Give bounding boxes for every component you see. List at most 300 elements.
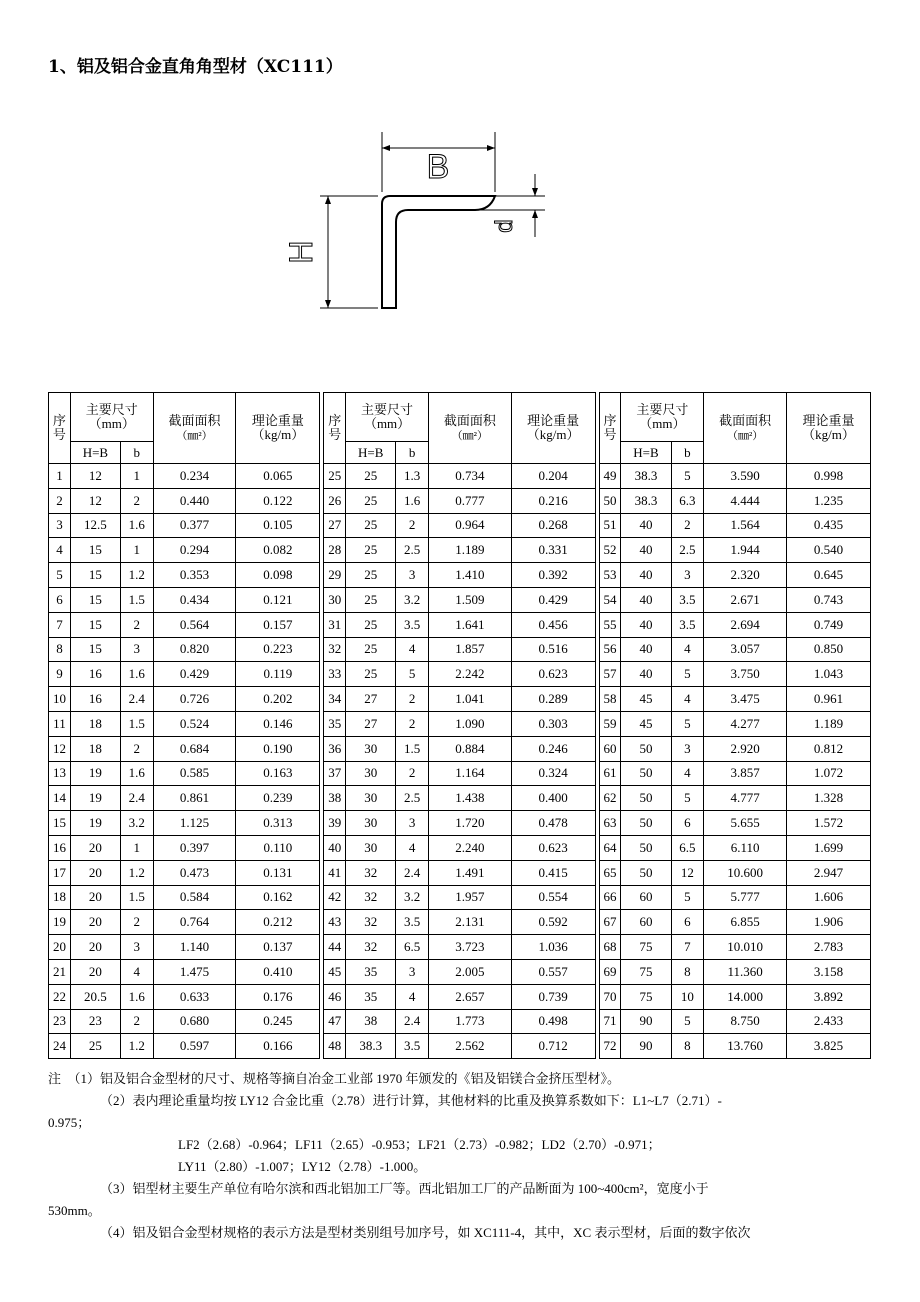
table-cell: 4.277 (704, 711, 787, 736)
table-cell: 0.850 (787, 637, 871, 662)
table-cell: 60 (621, 910, 671, 935)
table-cell: 57 (599, 662, 621, 687)
table-row (49, 935, 871, 960)
table-cell: 30 (346, 786, 396, 811)
table-cell: 50 (621, 736, 671, 761)
table-cell: 0.498 (511, 1009, 595, 1034)
table-cell: 1.043 (787, 662, 871, 687)
table-cell: 40 (621, 637, 671, 662)
table-cell: 1 (120, 464, 153, 489)
table-cell: 2.4 (120, 687, 153, 712)
table-cell: 3 (120, 935, 153, 960)
table-cell: 0.961 (787, 687, 871, 712)
table-cell: 3 (396, 563, 429, 588)
table-cell: 3.857 (704, 761, 787, 786)
table-cell: 5 (671, 786, 704, 811)
table-cell: 25 (346, 563, 396, 588)
table-cell: 2.4 (396, 1009, 429, 1034)
table-cell: 2 (396, 711, 429, 736)
table-cell: 11.360 (704, 959, 787, 984)
table-cell: 65 (599, 860, 621, 885)
table-cell: 23 (49, 1009, 71, 1034)
table-cell: 8 (671, 959, 704, 984)
table-cell: 1.235 (787, 488, 871, 513)
table-cell: 25 (346, 637, 396, 662)
table-cell: 68 (599, 935, 621, 960)
table-cell: 3.5 (671, 587, 704, 612)
table-cell: 1.606 (787, 885, 871, 910)
table-cell: 71 (599, 1009, 621, 1034)
table-cell: 6.5 (396, 935, 429, 960)
table-cell: 32 (346, 885, 396, 910)
table-row (49, 612, 871, 637)
angle-spec-table (48, 392, 871, 1059)
table-cell: 1 (120, 538, 153, 563)
table-cell: 0.216 (511, 488, 595, 513)
table-cell: 2 (49, 488, 71, 513)
table-cell: 0.410 (236, 959, 320, 984)
table-cell: 0.516 (511, 637, 595, 662)
table-cell: 3.057 (704, 637, 787, 662)
table-cell: 3.5 (396, 1034, 429, 1059)
table-cell: 13 (49, 761, 71, 786)
table-cell: 15 (49, 811, 71, 836)
table-cell: 0.623 (511, 835, 595, 860)
table-cell: 29 (324, 563, 346, 588)
table-cell: 12 (70, 488, 120, 513)
table-row (49, 464, 871, 489)
table-cell: 0.554 (511, 885, 595, 910)
header-seq: 序 号 (324, 393, 346, 464)
table-cell: 0.121 (236, 587, 320, 612)
table-cell: 0.680 (153, 1009, 236, 1034)
table-cell: 0.212 (236, 910, 320, 935)
note-3: （3）铝型材主要生产单位有哈尔滨和西北铝加工厂等。西北铝加工厂的产品断面为 100~400cm²，宽度小于 (100, 1181, 709, 1196)
table-cell: 12 (70, 464, 120, 489)
table-cell: 25 (346, 513, 396, 538)
subheader-b: b (671, 442, 704, 464)
table-cell: 32 (346, 860, 396, 885)
table-cell: 40 (621, 513, 671, 538)
table-cell: 2.240 (428, 835, 511, 860)
table-cell: 30 (346, 736, 396, 761)
table-cell: 3.825 (787, 1034, 871, 1059)
subheader-hb: H=B (346, 442, 396, 464)
table-cell: 25 (346, 464, 396, 489)
table-cell: 50 (621, 860, 671, 885)
table-row (49, 563, 871, 588)
table-cell: 0.861 (153, 786, 236, 811)
table-cell: 42 (324, 885, 346, 910)
table-cell: 2.4 (120, 786, 153, 811)
table-cell: 12 (49, 736, 71, 761)
table-cell: 9 (49, 662, 71, 687)
table-cell: 2 (120, 910, 153, 935)
table-cell: 4 (49, 538, 71, 563)
table-cell: 53 (599, 563, 621, 588)
table-cell: 2.5 (396, 786, 429, 811)
note-2-cont: LY11（2.80）-1.007；LY12（2.78）-1.000。 (178, 1159, 427, 1174)
table-cell: 32 (346, 910, 396, 935)
table-cell: 38.3 (621, 488, 671, 513)
table-cell: 1.5 (120, 587, 153, 612)
table-cell: 7 (671, 935, 704, 960)
table-cell: 1.491 (428, 860, 511, 885)
table-cell: 1.438 (428, 786, 511, 811)
table-cell: 2 (671, 513, 704, 538)
table-cell: 0.998 (787, 464, 871, 489)
table-cell: 40 (621, 662, 671, 687)
table-cell: 0.585 (153, 761, 236, 786)
table-cell: 1 (120, 835, 153, 860)
table-cell: 1.641 (428, 612, 511, 637)
table-cell: 3.892 (787, 984, 871, 1009)
table-cell: 4 (396, 835, 429, 860)
table-cell: 0.400 (511, 786, 595, 811)
table-cell: 1.944 (704, 538, 787, 563)
note-4: （4）铝及铝合金型材规格的表示方法是型材类别组号加序号，如 XC111-4，其中，XC 表示型材，后面的数字依次 (100, 1225, 751, 1240)
table-cell: 0.557 (511, 959, 595, 984)
table-cell: 0.429 (153, 662, 236, 687)
table-cell: 1.957 (428, 885, 511, 910)
table-cell: 54 (599, 587, 621, 612)
subheader-hb: H=B (621, 442, 671, 464)
table-cell: 0.435 (787, 513, 871, 538)
table-cell: 0.820 (153, 637, 236, 662)
table-cell: 0.331 (511, 538, 595, 563)
table-row (49, 513, 871, 538)
table-row (49, 1034, 871, 1059)
table-cell: 0.712 (511, 1034, 595, 1059)
table-cell: 0.597 (153, 1034, 236, 1059)
note-2-cont: LF2（2.68）-0.964；LF11（2.65）-0.953；LF21（2.73）-0.982；LD2（2.70）-0.971； (178, 1137, 661, 1152)
table-cell: 55 (599, 612, 621, 637)
table-cell: 30 (346, 811, 396, 836)
table-cell: 1.509 (428, 587, 511, 612)
table-cell: 0.964 (428, 513, 511, 538)
table-cell: 6.3 (671, 488, 704, 513)
table-cell: 2.783 (787, 935, 871, 960)
table-cell: 16 (49, 835, 71, 860)
table-cell: 59 (599, 711, 621, 736)
table-cell: 0.456 (511, 612, 595, 637)
table-cell: 3 (396, 811, 429, 836)
table-row (49, 587, 871, 612)
table-cell: 1.2 (120, 860, 153, 885)
table-cell: 2.562 (428, 1034, 511, 1059)
table-cell: 20.5 (70, 984, 120, 1009)
table-cell: 38 (324, 786, 346, 811)
table-cell: 34 (324, 687, 346, 712)
table-cell: 25 (70, 1034, 120, 1059)
table-cell: 40 (621, 587, 671, 612)
dimension-b-label: B (426, 148, 450, 186)
table-cell: 0.176 (236, 984, 320, 1009)
table-cell: 16 (70, 662, 120, 687)
table-cell: 3.2 (120, 811, 153, 836)
table-cell: 4 (120, 959, 153, 984)
table-cell: 8 (49, 637, 71, 662)
table-cell: 0.478 (511, 811, 595, 836)
table-cell: 31 (324, 612, 346, 637)
header-seq: 序 号 (599, 393, 621, 464)
table-row (49, 637, 871, 662)
table-cell: 35 (324, 711, 346, 736)
table-cell: 30 (324, 587, 346, 612)
table-cell: 63 (599, 811, 621, 836)
table-cell: 28 (324, 538, 346, 563)
table-row (49, 835, 871, 860)
header-seq: 序 号 (49, 393, 71, 464)
table-cell: 7 (49, 612, 71, 637)
table-cell: 75 (621, 959, 671, 984)
table-cell: 5 (671, 885, 704, 910)
table-row (49, 984, 871, 1009)
table-row (49, 860, 871, 885)
table-cell: 1.906 (787, 910, 871, 935)
table-cell: 45 (324, 959, 346, 984)
table-row (49, 488, 871, 513)
table-cell: 0.131 (236, 860, 320, 885)
table-cell: 60 (599, 736, 621, 761)
table-cell: 0.245 (236, 1009, 320, 1034)
table-cell: 18 (70, 736, 120, 761)
table-cell: 19 (70, 811, 120, 836)
table-cell: 20 (70, 860, 120, 885)
table-cell: 19 (70, 761, 120, 786)
table-cell: 40 (621, 538, 671, 563)
table-cell: 1.857 (428, 637, 511, 662)
table-cell: 25 (346, 538, 396, 563)
table-cell: 26 (324, 488, 346, 513)
table-cell: 1.6 (120, 513, 153, 538)
table-cell: 4 (396, 984, 429, 1009)
table-cell: 0.592 (511, 910, 595, 935)
table-cell: 0.146 (236, 711, 320, 736)
table-cell: 2.5 (396, 538, 429, 563)
table-cell: 2.671 (704, 587, 787, 612)
table-cell: 43 (324, 910, 346, 935)
table-cell: 0.190 (236, 736, 320, 761)
table-cell: 8.750 (704, 1009, 787, 1034)
table-cell: 40 (621, 563, 671, 588)
table-cell: 15 (70, 612, 120, 637)
table-cell: 14.000 (704, 984, 787, 1009)
table-cell: 1.072 (787, 761, 871, 786)
table-cell: 1.036 (511, 935, 595, 960)
table-cell: 3.2 (396, 587, 429, 612)
table-cell: 1.5 (120, 711, 153, 736)
table-cell: 5.777 (704, 885, 787, 910)
table-cell: 10 (49, 687, 71, 712)
table-cell: 0.633 (153, 984, 236, 1009)
table-cell: 38 (346, 1009, 396, 1034)
table-cell: 2 (396, 761, 429, 786)
table-cell: 0.540 (787, 538, 871, 563)
table-cell: 6.110 (704, 835, 787, 860)
table-cell: 0.122 (236, 488, 320, 513)
table-cell: 0.623 (511, 662, 595, 687)
table-cell: 0.268 (511, 513, 595, 538)
table-cell: 2.320 (704, 563, 787, 588)
table-row (49, 687, 871, 712)
table-cell: 11 (49, 711, 71, 736)
table-row (49, 662, 871, 687)
table-cell: 27 (346, 687, 396, 712)
table-cell: 1.090 (428, 711, 511, 736)
table-cell: 5 (671, 464, 704, 489)
table-cell: 20 (70, 935, 120, 960)
table-cell: 39 (324, 811, 346, 836)
table-cell: 1.5 (396, 736, 429, 761)
table-cell: 0.743 (787, 587, 871, 612)
table-cell: 15 (70, 637, 120, 662)
table-cell: 3.590 (704, 464, 787, 489)
table-cell: 0.645 (787, 563, 871, 588)
table-cell: 5 (396, 662, 429, 687)
table-cell: 2 (396, 687, 429, 712)
table-cell: 47 (324, 1009, 346, 1034)
table-cell: 33 (324, 662, 346, 687)
table-cell: 0.324 (511, 761, 595, 786)
header-weight: 理论重量 （kg/m） (511, 393, 595, 464)
table-cell: 1.3 (396, 464, 429, 489)
table-cell: 32 (324, 637, 346, 662)
table-cell: 16 (70, 687, 120, 712)
table-header-row (49, 393, 871, 442)
table-cell: 0.812 (787, 736, 871, 761)
table-cell: 5.655 (704, 811, 787, 836)
table-cell: 0.166 (236, 1034, 320, 1059)
table-cell: 18 (49, 885, 71, 910)
table-cell: 1.189 (787, 711, 871, 736)
table-cell: 1.6 (120, 984, 153, 1009)
table-cell: 90 (621, 1009, 671, 1034)
table-cell: 18 (70, 711, 120, 736)
table-cell: 2 (396, 513, 429, 538)
notes-section (48, 1068, 878, 1244)
table-cell: 3.723 (428, 935, 511, 960)
table-cell: 58 (599, 687, 621, 712)
table-cell: 32 (346, 935, 396, 960)
table-cell: 1.720 (428, 811, 511, 836)
table-cell: 0.564 (153, 612, 236, 637)
header-dim: 主要尺寸 （mm） (346, 393, 429, 442)
table-cell: 38.3 (346, 1034, 396, 1059)
table-cell: 13.760 (704, 1034, 787, 1059)
table-cell: 0.739 (511, 984, 595, 1009)
table-cell: 0.303 (511, 711, 595, 736)
table-cell: 3.2 (396, 885, 429, 910)
table-cell: 3.158 (787, 959, 871, 984)
table-cell: 0.429 (511, 587, 595, 612)
table-cell: 17 (49, 860, 71, 885)
table-cell: 48 (324, 1034, 346, 1059)
table-cell: 10.600 (704, 860, 787, 885)
table-cell: 66 (599, 885, 621, 910)
table-cell: 45 (621, 687, 671, 712)
table-cell: 0.353 (153, 563, 236, 588)
table-cell: 62 (599, 786, 621, 811)
table-cell: 4.444 (704, 488, 787, 513)
dimension-d-label: d (491, 219, 518, 233)
angle-profile-shape (382, 196, 495, 308)
table-cell: 45 (621, 711, 671, 736)
note-2: （2）表内理论重量均按 LY12 合金比重（2.78）进行计算，其他材料的比重及换算系数如下：L1~L7（2.71）- (100, 1093, 722, 1108)
table-cell: 1.2 (120, 563, 153, 588)
table-cell: 50 (621, 811, 671, 836)
table-cell: 6 (671, 910, 704, 935)
table-cell: 75 (621, 935, 671, 960)
table-row (49, 761, 871, 786)
table-cell: 69 (599, 959, 621, 984)
table-cell: 25 (346, 488, 396, 513)
page-title: 1、铝及铝合金直角角型材（XC111） (48, 57, 343, 77)
table-cell: 2.5 (671, 538, 704, 563)
table-cell: 6.855 (704, 910, 787, 935)
table-cell: 4 (671, 761, 704, 786)
table-cell: 0.777 (428, 488, 511, 513)
table-cell: 2.694 (704, 612, 787, 637)
table-cell: 3.750 (704, 662, 787, 687)
table-cell: 2 (120, 736, 153, 761)
table-cell: 0.294 (153, 538, 236, 563)
table-cell: 27 (346, 711, 396, 736)
note-1: 注 （1）铝及铝合金型材的尺寸、规格等摘自冶金工业部 1970 年颁发的《铝及铝镁合金挤压型材》。 (48, 1071, 621, 1086)
table-cell: 1.699 (787, 835, 871, 860)
table-cell: 0.162 (236, 885, 320, 910)
table-cell: 10.010 (704, 935, 787, 960)
table-cell: 25 (346, 612, 396, 637)
table-cell: 2 (120, 1009, 153, 1034)
table-cell: 75 (621, 984, 671, 1009)
table-cell: 1.125 (153, 811, 236, 836)
table-cell: 35 (346, 984, 396, 1009)
table-cell: 25 (346, 662, 396, 687)
table-row (49, 811, 871, 836)
table-cell: 56 (599, 637, 621, 662)
table-cell: 3.5 (396, 612, 429, 637)
table-cell: 0.289 (511, 687, 595, 712)
table-cell: 4 (396, 637, 429, 662)
table-cell: 5 (671, 711, 704, 736)
table-cell: 4 (671, 687, 704, 712)
table-cell: 0.415 (511, 860, 595, 885)
table-cell: 49 (599, 464, 621, 489)
table-cell: 1.572 (787, 811, 871, 836)
table-cell: 4 (671, 637, 704, 662)
table-cell: 0.473 (153, 860, 236, 885)
table-cell: 24 (49, 1034, 71, 1059)
table-cell: 50 (621, 835, 671, 860)
table-cell: 0.397 (153, 835, 236, 860)
table-cell: 0.065 (236, 464, 320, 489)
table-cell: 1.410 (428, 563, 511, 588)
dimension-h-label: H (283, 240, 319, 264)
table-cell: 15 (70, 563, 120, 588)
table-cell: 41 (324, 860, 346, 885)
table-cell: 1.475 (153, 959, 236, 984)
table-cell: 1.6 (120, 761, 153, 786)
table-cell: 36 (324, 736, 346, 761)
table-cell: 6 (49, 587, 71, 612)
table-cell: 0.204 (511, 464, 595, 489)
table-cell: 51 (599, 513, 621, 538)
header-weight: 理论重量 （kg/m） (787, 393, 871, 464)
table-row (49, 711, 871, 736)
table-cell: 6 (671, 811, 704, 836)
table-cell: 23 (70, 1009, 120, 1034)
